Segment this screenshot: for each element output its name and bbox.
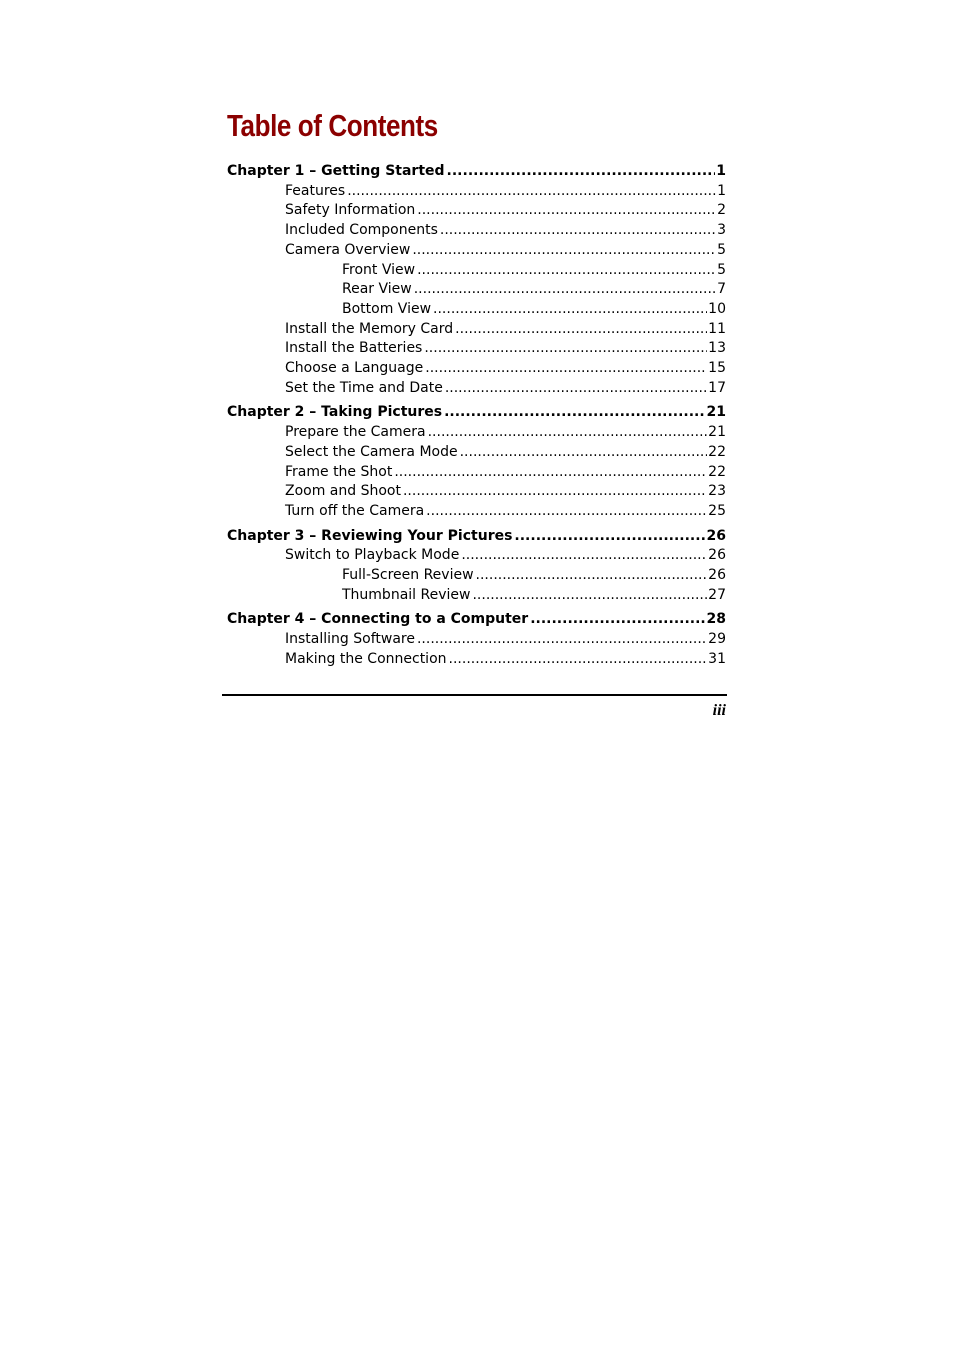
toc-entry-page-number: 3 — [717, 222, 726, 239]
toc-entry-label: Frame the Shot — [285, 463, 393, 480]
toc-section-entry — [285, 630, 726, 649]
dot-leader — [440, 221, 716, 240]
toc-entry-label: Making the Connection — [285, 650, 447, 667]
toc-section-entry — [342, 300, 726, 319]
toc-entry-label: Installing Software — [285, 631, 415, 648]
dot-leader — [394, 463, 707, 482]
dot-leader — [447, 162, 716, 181]
toc-entry-page-number: 26 — [708, 567, 726, 583]
dot-leader — [472, 586, 707, 605]
toc-entry-label: Select the Camera Mode — [285, 443, 458, 460]
toc-entry-page-number: 22 — [708, 463, 726, 480]
toc-entry-page-number: 26 — [706, 527, 726, 544]
dot-leader — [445, 379, 707, 398]
toc-entry-page-number: 22 — [708, 443, 726, 460]
toc-entry-page-number: 13 — [708, 340, 726, 357]
dot-leader — [460, 443, 708, 462]
toc-section-entry — [285, 379, 726, 398]
toc-section-entry — [285, 650, 726, 669]
toc-entry-label: Zoom and Shoot — [285, 483, 401, 500]
toc-entry-label: Install the Memory Card — [285, 320, 454, 337]
dot-leader — [417, 261, 716, 280]
toc-section-entry — [342, 566, 726, 585]
toc-entry-label: Full-Screen Review — [342, 567, 474, 583]
toc-section-entry — [285, 241, 726, 260]
toc-chapter-entry — [227, 610, 726, 629]
toc-entry-label: Bottom View — [342, 300, 432, 317]
toc-entry-page-number: 23 — [708, 483, 726, 500]
toc-entry-label: Front View — [342, 261, 416, 278]
toc-entry-label: Prepare the Camera — [285, 424, 426, 441]
dot-leader — [412, 241, 716, 260]
toc-entry-page-number: 10 — [708, 300, 726, 317]
dot-leader — [424, 339, 707, 358]
page-title: Table of Contents — [227, 108, 438, 143]
toc-entry-label: Choose a Language — [285, 360, 424, 376]
toc-section-entry — [342, 261, 726, 280]
toc-section-entry — [285, 182, 726, 201]
toc-section-entry — [285, 546, 726, 565]
toc-entry-label: Chapter 3 – Reviewing Your Pictures — [227, 527, 513, 544]
toc-entry-page-number: 29 — [708, 631, 726, 648]
dot-leader — [426, 502, 707, 521]
toc-entry-page-number: 1 — [717, 182, 726, 199]
toc-entry-page-number: 5 — [717, 261, 726, 278]
toc-entry-label: Chapter 2 – Taking Pictures — [227, 404, 443, 421]
dot-leader — [417, 630, 707, 649]
toc-section-entry — [342, 280, 726, 299]
dot-leader — [433, 300, 707, 319]
toc-section-entry — [285, 443, 726, 462]
dot-leader — [461, 546, 707, 565]
toc-entry-page-number: 25 — [708, 502, 726, 519]
toc-chapter-entry — [227, 527, 726, 546]
toc-entry-page-number: 2 — [717, 202, 726, 219]
toc-entry-page-number: 5 — [717, 241, 726, 258]
toc-entry-page-number: 26 — [708, 547, 726, 564]
dot-leader — [449, 650, 708, 669]
toc-entry-label: Features — [285, 182, 346, 199]
toc-entry-page-number: 15 — [708, 360, 726, 376]
toc-section-entry — [342, 586, 726, 605]
footer-page-number: iii — [712, 702, 726, 719]
dot-leader — [455, 320, 707, 339]
dot-leader — [414, 280, 716, 299]
toc-entry-page-number: 1 — [716, 163, 726, 179]
toc-entry-label: Thumbnail Review — [342, 586, 471, 603]
toc-section-entry — [285, 221, 726, 240]
toc-section-entry — [285, 502, 726, 521]
dot-leader — [444, 403, 705, 422]
toc-entry-page-number: 11 — [708, 320, 726, 337]
toc-entry-label: Rear View — [342, 281, 412, 298]
toc-entry-label: Chapter 1 – Getting Started — [227, 163, 445, 179]
dot-leader — [425, 359, 707, 378]
toc-entry-label: Install the Batteries — [285, 340, 423, 357]
toc-entry-label: Switch to Playback Mode — [285, 547, 460, 564]
toc-section-entry — [285, 201, 726, 220]
dot-leader — [347, 182, 716, 201]
toc-entry-label: Chapter 4 – Connecting to a Computer — [227, 611, 529, 628]
toc-entry-label: Safety Information — [285, 202, 416, 219]
toc-section-entry — [285, 482, 726, 501]
toc-section-entry — [285, 339, 726, 358]
toc-entry-page-number: 28 — [706, 611, 726, 628]
toc-section-entry — [285, 423, 726, 442]
toc-chapter-entry — [227, 162, 726, 181]
toc-entry-page-number: 31 — [708, 650, 726, 667]
toc-section-entry — [285, 320, 726, 339]
dot-leader — [514, 527, 705, 546]
toc-entry-page-number: 21 — [708, 424, 726, 441]
toc-entry-label: Set the Time and Date — [285, 379, 443, 396]
dot-leader — [476, 566, 708, 585]
dot-leader — [428, 423, 708, 442]
toc-section-entry — [285, 359, 726, 378]
toc-entry-label: Turn off the Camera — [285, 502, 425, 519]
dot-leader — [417, 201, 716, 220]
toc-chapter-entry — [227, 403, 726, 422]
toc-entry-page-number: 17 — [708, 379, 726, 396]
footer-divider — [222, 694, 727, 696]
toc-entry-label: Included Components — [285, 222, 438, 239]
dot-leader — [403, 482, 707, 501]
toc-entry-label: Camera Overview — [285, 241, 411, 258]
toc-section-entry — [285, 463, 726, 482]
dot-leader — [530, 610, 705, 629]
toc-entry-page-number: 27 — [708, 586, 726, 603]
toc-entry-page-number: 21 — [706, 404, 726, 421]
toc-entry-page-number: 7 — [717, 281, 726, 298]
